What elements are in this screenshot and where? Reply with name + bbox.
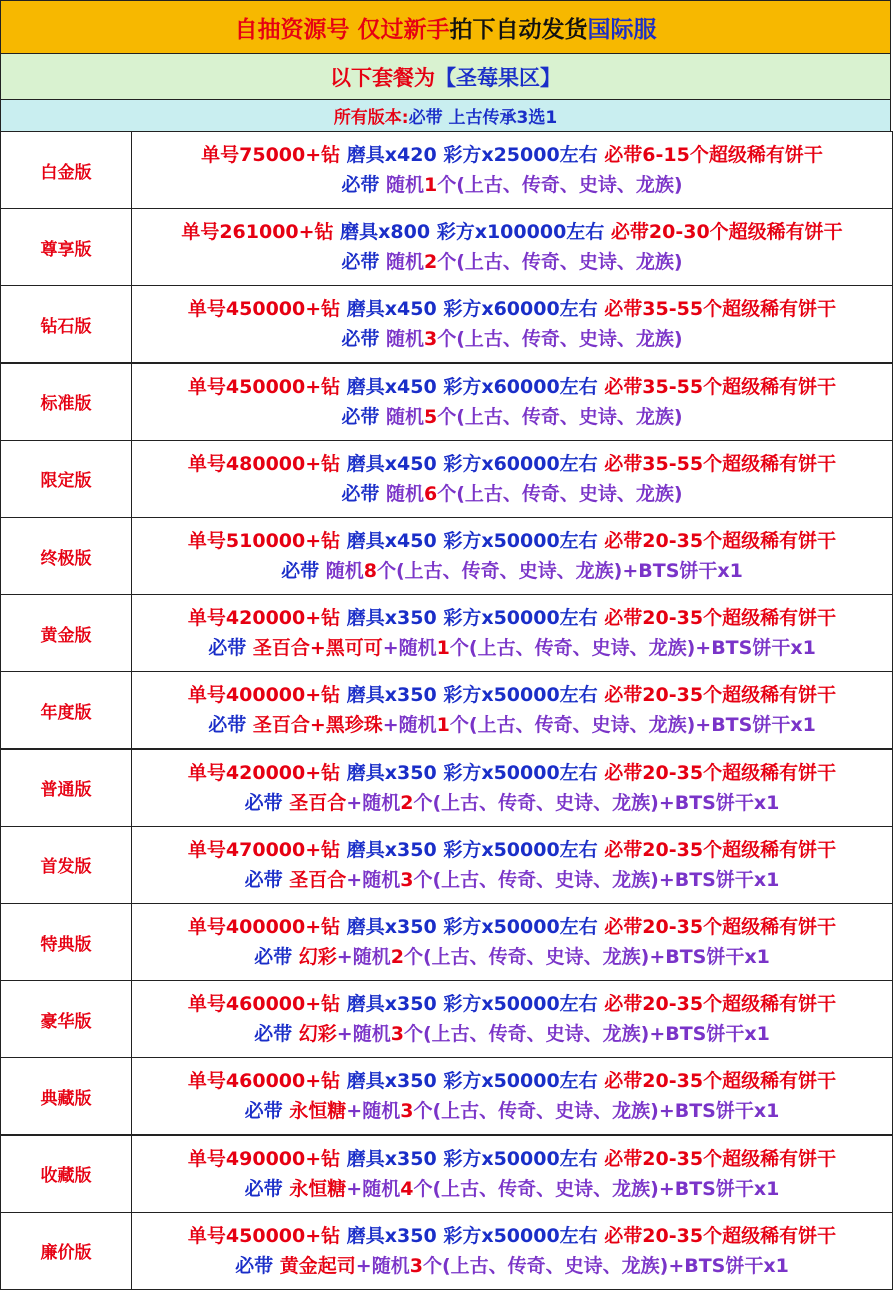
diamond-count: 单号460000+钻 [187, 993, 341, 1016]
diamond-count: 单号450000+钻 [187, 1224, 341, 1247]
table-row [0, 285, 893, 363]
guaranteed-label: 必带 [208, 637, 253, 660]
random-count: 3 [409, 1254, 423, 1277]
guaranteed-cookies: 必带20-30个超级稀有饼干 [610, 221, 843, 244]
table-row [0, 131, 893, 209]
random-label: 随机 [386, 328, 425, 351]
diamond-count: 单号420000+钻 [187, 761, 341, 784]
package-name: 首发版 [0, 826, 132, 904]
table-row [0, 208, 893, 286]
random-label: 随机 [325, 560, 364, 582]
items-summary: 磨具x450 彩方x60000左右 [340, 452, 605, 475]
random-count: 4 [400, 1177, 414, 1200]
package-description [131, 594, 893, 672]
package-line-1 [188, 449, 836, 479]
diamond-count: 单号400000+钻 [187, 916, 341, 938]
note-text-part2: 必带 上古传承3选1 [408, 108, 558, 128]
header-title-part3: 国际服 [587, 16, 657, 43]
items-summary: 磨具x350 彩方x50000左右 [340, 916, 605, 938]
random-count: 1 [436, 637, 450, 660]
guaranteed-cookies: 必带20-35个超级稀有饼干 [604, 1147, 837, 1170]
diamond-count: 单号400000+钻 [187, 684, 341, 707]
items-summary: 磨具x350 彩方x50000左右 [340, 761, 605, 784]
random-label: 随机 [386, 405, 425, 428]
guaranteed-label: 必带 [341, 328, 386, 351]
package-line-2 [281, 556, 743, 586]
guaranteed-cookies: 必带20-35个超级稀有饼干 [604, 684, 837, 707]
random-label: +随机 [346, 1100, 401, 1123]
guaranteed-items: 黄金起司 [279, 1254, 356, 1277]
random-count: 3 [424, 328, 438, 351]
random-label: 随机 [386, 482, 425, 505]
table-row [0, 517, 893, 595]
package-name: 钻石版 [0, 285, 132, 363]
guaranteed-cookies: 必带35-55个超级稀有饼干 [604, 452, 837, 475]
package-name: 年度版 [0, 671, 132, 749]
random-label: +随机 [382, 637, 437, 660]
items-summary: 磨具x350 彩方x50000左右 [340, 1070, 605, 1093]
table-row [0, 749, 893, 827]
guaranteed-items: 幻彩 [298, 1023, 337, 1046]
guaranteed-label: 必带 [244, 1177, 290, 1200]
guaranteed-cookies: 必带20-35个超级稀有饼干 [604, 530, 837, 552]
package-line-1 [188, 372, 836, 402]
package-line-2 [254, 1019, 770, 1049]
package-description [131, 363, 893, 441]
random-label: +随机 [382, 714, 437, 737]
items-summary: 磨具x420 彩方x25000左右 [340, 144, 605, 166]
guaranteed-label: 必带 [244, 791, 290, 814]
guaranteed-cookies: 必带20-35个超级稀有饼干 [604, 993, 837, 1016]
package-line-1 [188, 680, 836, 710]
server-banner [0, 53, 891, 100]
random-count: 5 [424, 405, 438, 428]
random-label: +随机 [336, 1023, 391, 1046]
package-name: 普通版 [0, 749, 132, 827]
diamond-count: 单号480000+钻 [187, 452, 341, 475]
guaranteed-items: 圣百合 [289, 791, 347, 814]
package-name: 终极版 [0, 517, 132, 595]
guaranteed-cookies: 必带20-35个超级稀有饼干 [604, 607, 837, 630]
package-description [131, 285, 893, 363]
random-count: 2 [424, 251, 438, 274]
random-count: 1 [436, 714, 450, 737]
diamond-count: 单号261000+钻 [181, 221, 334, 244]
table-row [0, 826, 893, 904]
items-summary: 磨具x350 彩方x50000左右 [340, 1147, 605, 1170]
items-summary: 磨具x350 彩方x50000左右 [340, 607, 605, 630]
guaranteed-cookies: 必带35-55个超级稀有饼干 [604, 298, 837, 321]
random-count: 3 [400, 1100, 414, 1123]
server-text-part2: 【圣莓果区】 [435, 65, 561, 90]
random-pool: 个(上古、传奇、史诗、龙族)+BTS饼干x1 [403, 946, 770, 968]
table-row [0, 1212, 893, 1290]
random-count: 1 [424, 174, 438, 196]
guaranteed-cookies: 必带20-35个超级稀有饼干 [604, 838, 837, 861]
package-name: 特典版 [0, 903, 132, 981]
package-name: 收藏版 [0, 1135, 132, 1213]
header-banner [0, 0, 891, 54]
package-description [131, 517, 893, 595]
diamond-count: 单号460000+钻 [187, 1070, 341, 1093]
diamond-count: 单号450000+钻 [187, 298, 341, 321]
package-line-1 [181, 217, 842, 247]
guaranteed-cookies: 必带20-35个超级稀有饼干 [604, 1224, 837, 1247]
package-name: 豪华版 [0, 980, 132, 1058]
package-line-1 [188, 989, 836, 1019]
package-description [131, 749, 893, 827]
package-description [131, 131, 893, 209]
guaranteed-cookies: 必带20-35个超级稀有饼干 [604, 761, 837, 784]
random-pool: 个(上古、传奇、史诗、龙族) [437, 405, 683, 428]
random-pool: 个(上古、传奇、史诗、龙族)+BTS饼干x1 [376, 560, 743, 582]
guaranteed-label: 必带 [244, 868, 290, 891]
guaranteed-items: 永恒糖 [289, 1100, 347, 1123]
package-line-2 [235, 1251, 789, 1281]
package-description [131, 1057, 893, 1135]
guaranteed-cookies: 必带20-35个超级稀有饼干 [604, 1070, 837, 1093]
package-name: 标准版 [0, 363, 132, 441]
random-pool: 个(上古、传奇、史诗、龙族)+BTS饼干x1 [413, 1100, 780, 1123]
items-summary: 磨具x800 彩方x100000左右 [333, 221, 611, 244]
random-label: +随机 [336, 946, 391, 968]
package-line-1 [188, 1066, 836, 1096]
package-line-2 [341, 170, 682, 200]
items-summary: 磨具x350 彩方x50000左右 [340, 838, 605, 861]
package-line-1 [188, 835, 836, 865]
random-label: +随机 [355, 1254, 410, 1277]
guaranteed-label: 必带 [341, 251, 386, 274]
random-label: +随机 [346, 1177, 401, 1200]
guaranteed-items: 永恒糖 [289, 1177, 347, 1200]
diamond-count: 单号510000+钻 [187, 530, 341, 552]
guaranteed-label: 必带 [235, 1254, 280, 1277]
guaranteed-label: 必带 [341, 482, 386, 505]
random-count: 8 [363, 560, 377, 582]
guaranteed-cookies: 必带35-55个超级稀有饼干 [604, 375, 837, 398]
package-description [131, 208, 893, 286]
random-label: +随机 [346, 791, 401, 814]
note-banner [0, 99, 891, 132]
guaranteed-items: 圣百合+黑珍珠 [252, 714, 383, 737]
package-line-2 [341, 324, 682, 354]
random-count: 2 [400, 791, 414, 814]
package-description [131, 1135, 893, 1213]
random-pool: 个(上古、传奇、史诗、龙族) [437, 251, 683, 274]
package-line-2 [341, 402, 682, 432]
random-count: 2 [390, 946, 404, 968]
guaranteed-label: 必带 [341, 405, 386, 428]
items-summary: 磨具x450 彩方x50000左右 [340, 530, 605, 552]
package-description [131, 671, 893, 749]
server-text-part1: 以下套餐为 [330, 65, 435, 90]
package-line-2 [245, 1174, 780, 1204]
random-pool: 个(上古、传奇、史诗、龙族)+BTS饼干x1 [422, 1254, 789, 1277]
guaranteed-cookies: 必带20-35个超级稀有饼干 [604, 916, 837, 938]
header-title-part1: 自抽资源号 仅过新手 [234, 16, 450, 43]
package-line-2 [341, 479, 682, 509]
guaranteed-label: 必带 [281, 560, 326, 582]
random-pool: 个(上古、传奇、史诗、龙族)+BTS饼干x1 [413, 868, 780, 891]
random-pool: 个(上古、传奇、史诗、龙族) [437, 328, 683, 351]
table-row [0, 1135, 893, 1213]
guaranteed-label: 必带 [254, 1023, 299, 1046]
diamond-count: 单号490000+钻 [187, 1147, 341, 1170]
items-summary: 磨具x350 彩方x50000左右 [340, 993, 605, 1016]
package-line-2 [208, 633, 816, 663]
package-name: 廉价版 [0, 1212, 132, 1290]
random-pool: 个(上古、传奇、史诗、龙族)+BTS饼干x1 [403, 1023, 770, 1046]
items-summary: 磨具x450 彩方x60000左右 [340, 375, 605, 398]
random-label: 随机 [386, 174, 425, 196]
package-description [131, 826, 893, 904]
guaranteed-items: 圣百合 [289, 868, 347, 891]
package-line-2 [254, 942, 770, 972]
package-line-2 [341, 247, 682, 277]
random-count: 3 [390, 1023, 404, 1046]
package-line-1 [188, 526, 836, 556]
random-pool: 个(上古、传奇、史诗、龙族) [437, 482, 683, 505]
guaranteed-cookies: 必带6-15个超级稀有饼干 [604, 144, 823, 166]
diamond-count: 单号450000+钻 [187, 375, 341, 398]
package-name: 尊享版 [0, 208, 132, 286]
guaranteed-label: 必带 [254, 946, 299, 968]
package-line-2 [245, 1096, 780, 1126]
items-summary: 磨具x350 彩方x50000左右 [340, 1224, 605, 1247]
table-row [0, 363, 893, 441]
table-row [0, 440, 893, 518]
header-title-part2: 拍下自动发货 [449, 16, 588, 43]
random-count: 6 [424, 482, 438, 505]
random-pool: 个(上古、传奇、史诗、龙族)+BTS饼干x1 [449, 714, 816, 737]
package-line-1 [188, 912, 836, 942]
items-summary: 磨具x450 彩方x60000左右 [340, 298, 605, 321]
items-summary: 磨具x350 彩方x50000左右 [340, 684, 605, 707]
package-name: 白金版 [0, 131, 132, 209]
package-line-1 [188, 758, 836, 788]
package-line-2 [245, 788, 780, 818]
package-description [131, 903, 893, 981]
note-text-part1: 所有版本: [333, 108, 409, 128]
random-label: +随机 [346, 868, 401, 891]
table-row [0, 594, 893, 672]
package-line-2 [245, 865, 780, 895]
random-pool: 个(上古、传奇、史诗、龙族)+BTS饼干x1 [413, 1177, 780, 1200]
guaranteed-label: 必带 [341, 174, 386, 196]
diamond-count: 单号75000+钻 [201, 144, 341, 166]
package-name: 黄金版 [0, 594, 132, 672]
package-description [131, 440, 893, 518]
random-pool: 个(上古、传奇、史诗、龙族) [437, 174, 683, 196]
table-row [0, 1057, 893, 1135]
guaranteed-label: 必带 [244, 1100, 290, 1123]
random-pool: 个(上古、传奇、史诗、龙族)+BTS饼干x1 [449, 637, 816, 660]
package-name: 限定版 [0, 440, 132, 518]
guaranteed-label: 必带 [208, 714, 253, 737]
random-label: 随机 [386, 251, 425, 274]
package-line-1 [201, 140, 823, 170]
package-name: 典藏版 [0, 1057, 132, 1135]
guaranteed-items: 圣百合+黑可可 [252, 637, 383, 660]
package-description [131, 980, 893, 1058]
diamond-count: 单号420000+钻 [187, 607, 341, 630]
package-description [131, 1212, 893, 1290]
table-row [0, 903, 893, 981]
package-line-1 [188, 1221, 836, 1251]
table-row [0, 671, 893, 749]
diamond-count: 单号470000+钻 [187, 838, 341, 861]
package-line-1 [188, 1144, 836, 1174]
package-line-2 [208, 710, 816, 740]
random-pool: 个(上古、传奇、史诗、龙族)+BTS饼干x1 [413, 791, 780, 814]
guaranteed-items: 幻彩 [298, 946, 337, 968]
package-line-1 [188, 603, 836, 633]
package-line-1 [188, 294, 836, 324]
table-row [0, 980, 893, 1058]
random-count: 3 [400, 868, 414, 891]
